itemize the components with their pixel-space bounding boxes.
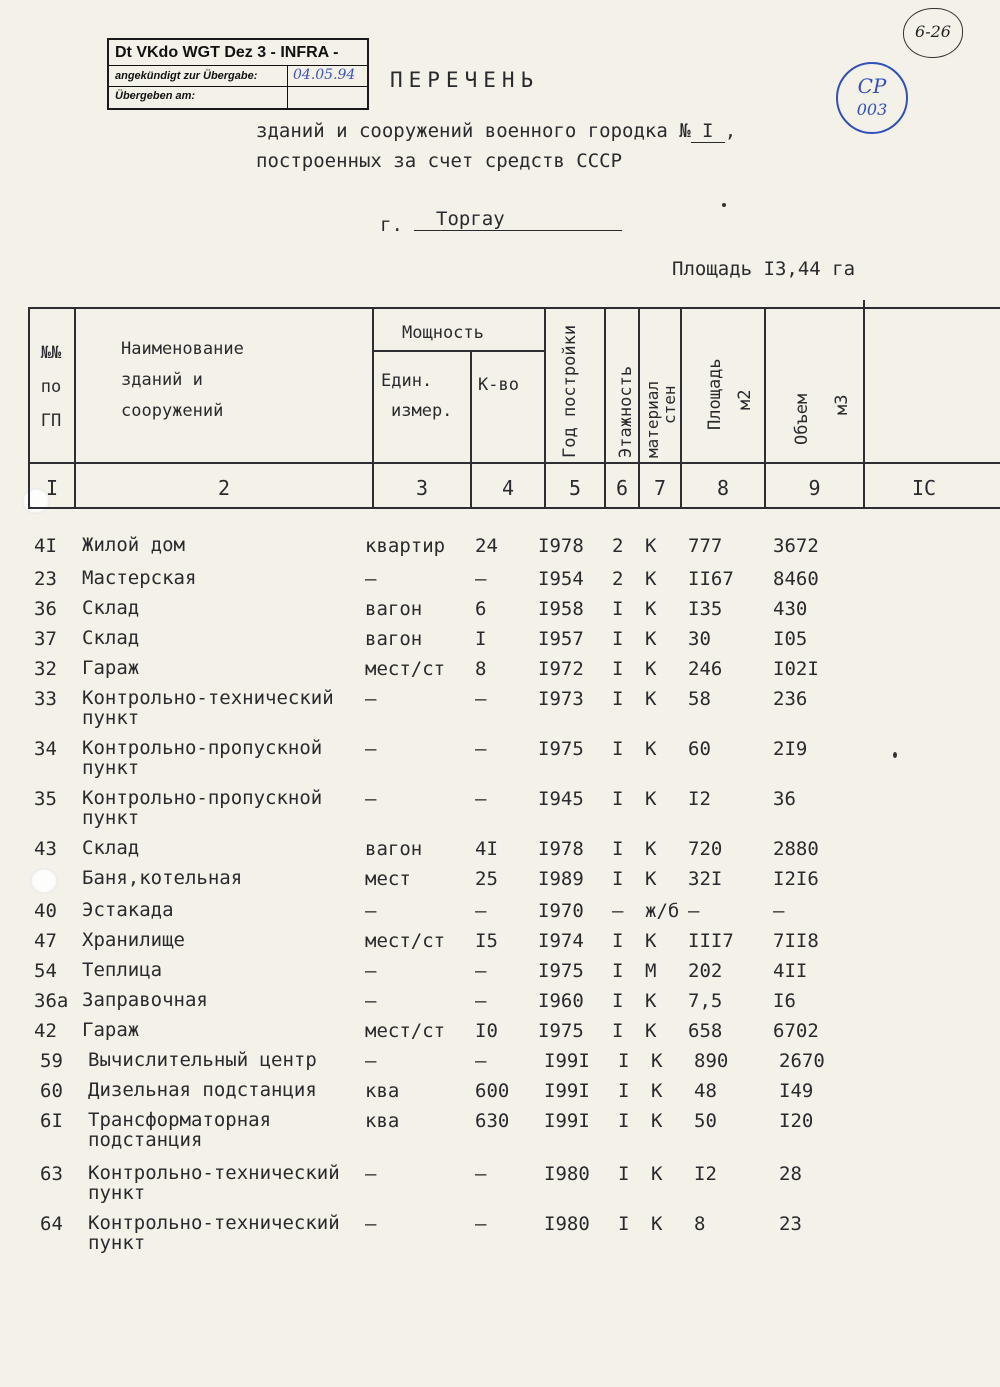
cell-qty: 4I (475, 838, 498, 860)
header-area-line: м2 (735, 389, 755, 410)
cell-volume: 2I9 (773, 738, 808, 760)
cell-year: I989 (538, 868, 584, 890)
cell-material: ж/б (645, 900, 680, 922)
cell-unit: вагон (365, 628, 423, 650)
cell-area: 202 (688, 960, 723, 982)
cell-unit: – (365, 900, 377, 922)
cell-name (82, 688, 334, 728)
cell-year: I958 (538, 598, 584, 620)
cell-qty: – (475, 990, 487, 1012)
cell-qty: – (475, 568, 487, 590)
cell-no: 64 (40, 1213, 63, 1235)
header-year: Год постройки (560, 324, 580, 458)
cell-name-line: Теплица (82, 959, 163, 981)
town-number: I (691, 120, 725, 143)
cell-volume: 236 (773, 688, 808, 710)
cell-material: К (645, 628, 657, 650)
cell-name-line: Гараж (82, 657, 140, 679)
cell-material: К (645, 868, 657, 890)
cell-qty: 630 (475, 1110, 510, 1132)
cell-area: 32I (688, 868, 723, 890)
cell-area: 890 (694, 1050, 729, 1072)
cell-no: 23 (34, 568, 57, 590)
cell-name (82, 868, 242, 888)
ink-dot (722, 203, 726, 207)
cell-year: I972 (538, 658, 584, 680)
stamp-line-1: Dt VKdo WGT Dez 3 - INFRA - (109, 40, 367, 66)
cell-year: I975 (538, 738, 584, 760)
cell-floors: I (618, 1163, 630, 1185)
cell-no: 60 (40, 1080, 63, 1102)
cell-qty: – (475, 900, 487, 922)
cell-name-line: Мастерская (82, 567, 197, 589)
city-prefix: г. (380, 214, 403, 236)
cell-volume: I2I6 (773, 868, 819, 890)
cell-name (82, 1020, 139, 1040)
cell-qty: – (475, 788, 487, 810)
cell-name-line: пункт (88, 1232, 146, 1254)
cell-name-line: Контрольно-технический (88, 1212, 340, 1234)
cell-area: I2 (688, 788, 711, 810)
cell-no: 42 (34, 1020, 57, 1042)
cell-name-line: пункт (82, 807, 140, 829)
circle-mark-top: CP (857, 74, 887, 98)
cell-volume: 4II (773, 960, 808, 982)
cell-name-line: подстанция (88, 1129, 203, 1151)
cell-unit: – (365, 960, 377, 982)
cell-name-line: Контрольно-технический (82, 687, 334, 709)
cell-qty: – (475, 688, 487, 710)
registry-stamp (107, 38, 369, 110)
cell-area: II67 (688, 568, 734, 590)
cell-material: К (651, 1110, 663, 1132)
cell-year: I978 (538, 535, 584, 557)
cell-unit: ква (365, 1080, 400, 1102)
cell-material: К (645, 738, 657, 760)
cell-material: К (651, 1213, 663, 1235)
cell-name-line: пункт (88, 1182, 146, 1204)
cell-no: 33 (34, 688, 57, 710)
cell-name-line: Жилой дом (82, 534, 185, 556)
ink-dot (893, 752, 897, 758)
cell-material: К (645, 930, 657, 952)
cell-name-line: Склад (82, 627, 140, 649)
header-volume (782, 394, 862, 445)
cell-name (82, 738, 322, 778)
cell-volume: I20 (779, 1110, 814, 1132)
cell-qty: – (475, 1213, 487, 1235)
cell-name (82, 930, 185, 950)
cell-unit: – (365, 688, 377, 710)
cell-unit: вагон (365, 598, 423, 620)
cell-no: 54 (34, 960, 57, 982)
cell-volume: 7II8 (773, 930, 819, 952)
header-volume-line: Объем (792, 393, 812, 445)
cell-volume: I05 (773, 628, 808, 650)
power-subheader-divider (372, 350, 544, 352)
cell-name-line: Дизельная подстанция (88, 1079, 317, 1101)
cell-qty: – (475, 960, 487, 982)
cell-floors: I (612, 930, 624, 952)
column-number: 7 (653, 476, 667, 500)
subtitle-line-2: построенных за счет средств СССР (256, 150, 623, 172)
header-name (121, 334, 244, 427)
stamp-line-2-label: angekündigt zur Übergabe: (109, 66, 367, 87)
cell-volume: I02I (773, 658, 819, 680)
cell-name (88, 1080, 317, 1100)
cell-unit: – (365, 1213, 377, 1235)
cell-material: К (645, 990, 657, 1012)
cell-unit: вагон (365, 838, 423, 860)
subtitle-text: зданий и сооружений военного городка № (256, 120, 691, 142)
cell-volume: – (773, 900, 785, 922)
header-floors: Этажность (616, 365, 636, 458)
cell-name (82, 598, 139, 618)
cell-name (82, 568, 196, 588)
column-number: 6 (615, 476, 629, 500)
city-name: Торгау (414, 208, 622, 231)
cell-name (82, 658, 139, 678)
table-top-border (28, 307, 1000, 309)
column-number: 3 (415, 476, 429, 500)
cell-no: 34 (34, 738, 57, 760)
cell-floors: I (618, 1110, 630, 1132)
cell-volume: I49 (779, 1080, 814, 1102)
cell-area: I2 (694, 1163, 717, 1185)
cell-year: I980 (544, 1213, 590, 1235)
cell-name (82, 535, 185, 555)
cell-volume: 3672 (773, 535, 819, 557)
header-material (644, 381, 678, 458)
cell-qty: I0 (475, 1020, 498, 1042)
cell-year: I954 (538, 568, 584, 590)
cell-name (88, 1110, 271, 1150)
cell-qty: – (475, 738, 487, 760)
cell-name-line: Склад (82, 597, 140, 619)
header-material-line: материал (643, 380, 662, 458)
cell-year: I980 (544, 1163, 590, 1185)
column-number: 4 (501, 476, 515, 500)
header-name-line: Наименование (121, 339, 244, 359)
cell-volume: 2880 (773, 838, 819, 860)
cell-qty: – (475, 1163, 487, 1185)
table-numbers-divider (28, 507, 1000, 509)
cell-unit: – (365, 788, 377, 810)
cell-area: 777 (688, 535, 723, 557)
cell-name-line: Заправочная (82, 989, 208, 1011)
cell-unit: – (365, 568, 377, 590)
header-area-line: Площадь (705, 358, 725, 430)
cell-volume: 8460 (773, 568, 819, 590)
column-number: I (45, 476, 59, 500)
cell-volume: 430 (773, 598, 808, 620)
cell-unit: – (365, 738, 377, 760)
table-header-divider (28, 462, 1000, 464)
cell-no: 35 (34, 788, 57, 810)
cell-area: 246 (688, 658, 723, 680)
cell-area: 8 (694, 1213, 706, 1235)
circle-mark-bottom: 003 (856, 100, 888, 119)
cell-area: 60 (688, 738, 711, 760)
cell-name-line: Хранилище (82, 929, 185, 951)
cell-name (82, 990, 208, 1010)
cell-year: I957 (538, 628, 584, 650)
column-number: 2 (217, 476, 231, 500)
cell-qty: 24 (475, 535, 498, 557)
cell-year: I99I (544, 1080, 590, 1102)
cell-material: К (651, 1080, 663, 1102)
cell-name (82, 900, 174, 920)
cell-no: 40 (34, 900, 57, 922)
cell-name (88, 1163, 340, 1203)
cell-floors: I (612, 960, 624, 982)
cell-floors: I (618, 1213, 630, 1235)
header-no (36, 336, 66, 438)
cell-floors: I (612, 738, 624, 760)
cell-area: I35 (688, 598, 723, 620)
cell-floors: I (612, 628, 624, 650)
cell-qty: 8 (475, 658, 487, 680)
cell-material: К (645, 535, 657, 557)
cell-name-line: Трансформаторная (88, 1109, 272, 1131)
cell-qty: – (475, 1050, 487, 1072)
cell-area: – (688, 900, 700, 922)
cell-material: К (645, 688, 657, 710)
cell-year: I973 (538, 688, 584, 710)
header-unit-line: измер. (391, 401, 453, 421)
cell-floors: I (612, 688, 624, 710)
cell-unit: – (365, 1163, 377, 1185)
cell-no: 63 (40, 1163, 63, 1185)
cell-volume: 2670 (779, 1050, 825, 1072)
cell-floors: I (612, 658, 624, 680)
cell-unit: мест (365, 868, 411, 890)
cell-name-line: Контрольно-пропускной (82, 737, 323, 759)
cell-floors: I (612, 990, 624, 1012)
header-unit-line: Един. (381, 371, 433, 391)
cell-year: I970 (538, 900, 584, 922)
column-number: 8 (716, 476, 730, 500)
cell-unit: мест/ст (365, 930, 446, 952)
cell-qty: 600 (475, 1080, 510, 1102)
cell-name (88, 1050, 317, 1070)
cell-name-line: Гараж (82, 1019, 140, 1041)
column-number: 5 (568, 476, 582, 500)
area-total: Площадь I3,44 га (672, 258, 856, 280)
cell-floors: I (612, 1020, 624, 1042)
cell-area: 7,5 (688, 990, 723, 1012)
cell-no: 37 (34, 628, 57, 650)
cell-no: 32 (34, 658, 57, 680)
cell-year: I99I (544, 1050, 590, 1072)
cell-material: К (645, 598, 657, 620)
cell-name-line: Вычислительный центр (88, 1049, 317, 1071)
subtitle-line-1 (256, 120, 736, 143)
cell-material: К (645, 1020, 657, 1042)
stamp-line-3-label: Übergeben am: (115, 90, 196, 102)
cell-area: 50 (694, 1110, 717, 1132)
corner-mark: 6-26 (903, 8, 963, 58)
header-name-line: сооружений (121, 401, 224, 421)
cell-area: III7 (688, 930, 734, 952)
header-no-line: ГП (40, 411, 62, 431)
header-no-line: по (40, 377, 62, 397)
header-material-line: стен (660, 385, 679, 424)
cell-material: К (651, 1163, 663, 1185)
cell-material: К (645, 568, 657, 590)
cell-no: 59 (40, 1050, 63, 1072)
cell-name (82, 788, 322, 828)
cell-material: К (645, 658, 657, 680)
cell-year: I945 (538, 788, 584, 810)
cell-year: I99I (544, 1110, 590, 1132)
cell-unit: – (365, 990, 377, 1012)
stamp-line-2-value: 04.05.94 (293, 67, 356, 83)
cell-name-line: пункт (82, 707, 140, 729)
cell-volume: 36 (773, 788, 796, 810)
cell-name-line: Баня,котельная (82, 867, 243, 889)
cell-name (82, 838, 139, 858)
cell-name (82, 960, 162, 980)
cell-unit: – (365, 1050, 377, 1072)
cell-year: I960 (538, 990, 584, 1012)
cell-year: I975 (538, 1020, 584, 1042)
cell-name (88, 1213, 340, 1253)
cell-no: 43 (34, 838, 57, 860)
cell-floors: I (612, 838, 624, 860)
cell-floors: 2 (612, 568, 624, 590)
cell-unit: квартир (365, 535, 446, 557)
header-power: Мощность (402, 323, 484, 343)
cell-qty: I (475, 628, 487, 650)
cell-no: 4I (34, 535, 57, 557)
column-number: IC (911, 476, 937, 500)
cell-no: 36 (34, 598, 57, 620)
cell-name-line: Склад (82, 837, 140, 859)
cell-name (82, 628, 139, 648)
cell-year: I975 (538, 960, 584, 982)
cell-name-line: Эстакада (82, 899, 174, 921)
cell-no: 36а (34, 990, 69, 1012)
cell-name-line: пункт (82, 757, 140, 779)
cell-qty: 6 (475, 598, 487, 620)
cell-no: 6I (40, 1110, 63, 1132)
document-title: ПЕРЕЧЕНЬ (390, 68, 540, 92)
cell-unit: мест/ст (365, 658, 446, 680)
cell-volume: 23 (779, 1213, 802, 1235)
cell-area: 58 (688, 688, 711, 710)
cell-material: К (645, 838, 657, 860)
cell-material: М (645, 960, 657, 982)
cell-floors: I (612, 868, 624, 890)
cell-year: I974 (538, 930, 584, 952)
cell-floors: I (618, 1080, 630, 1102)
header-no-line: №№ (40, 343, 62, 363)
cell-name-line: Контрольно-технический (88, 1162, 340, 1184)
cell-unit: мест/ст (365, 1020, 446, 1042)
cell-no: 47 (34, 930, 57, 952)
cell-floors: I (612, 598, 624, 620)
cell-volume: 28 (779, 1163, 802, 1185)
cell-volume: 6702 (773, 1020, 819, 1042)
header-area (700, 358, 760, 430)
cell-area: 30 (688, 628, 711, 650)
cell-floors: – (612, 900, 624, 922)
cell-volume: I6 (773, 990, 796, 1012)
cell-area: 658 (688, 1020, 723, 1042)
cell-area: 48 (694, 1080, 717, 1102)
cell-year: I978 (538, 838, 584, 860)
subtitle-end: , (724, 120, 737, 142)
header-volume-line: м3 (832, 394, 852, 415)
column-number: 9 (808, 476, 821, 500)
cell-qty: I5 (475, 930, 498, 952)
cell-area: 720 (688, 838, 723, 860)
header-name-line: зданий и (121, 370, 203, 390)
cell-qty: 25 (475, 868, 498, 890)
cell-material: К (651, 1050, 663, 1072)
header-qty: К-во (478, 375, 519, 395)
cell-name-line: Контрольно-пропускной (82, 787, 323, 809)
punch-hole (30, 868, 58, 894)
cell-floors: 2 (612, 535, 624, 557)
cell-floors: I (612, 788, 624, 810)
cell-floors: I (618, 1050, 630, 1072)
cell-unit: ква (365, 1110, 400, 1132)
header-unit (381, 366, 452, 426)
blue-circle-mark (836, 62, 908, 134)
cell-material: К (645, 788, 657, 810)
